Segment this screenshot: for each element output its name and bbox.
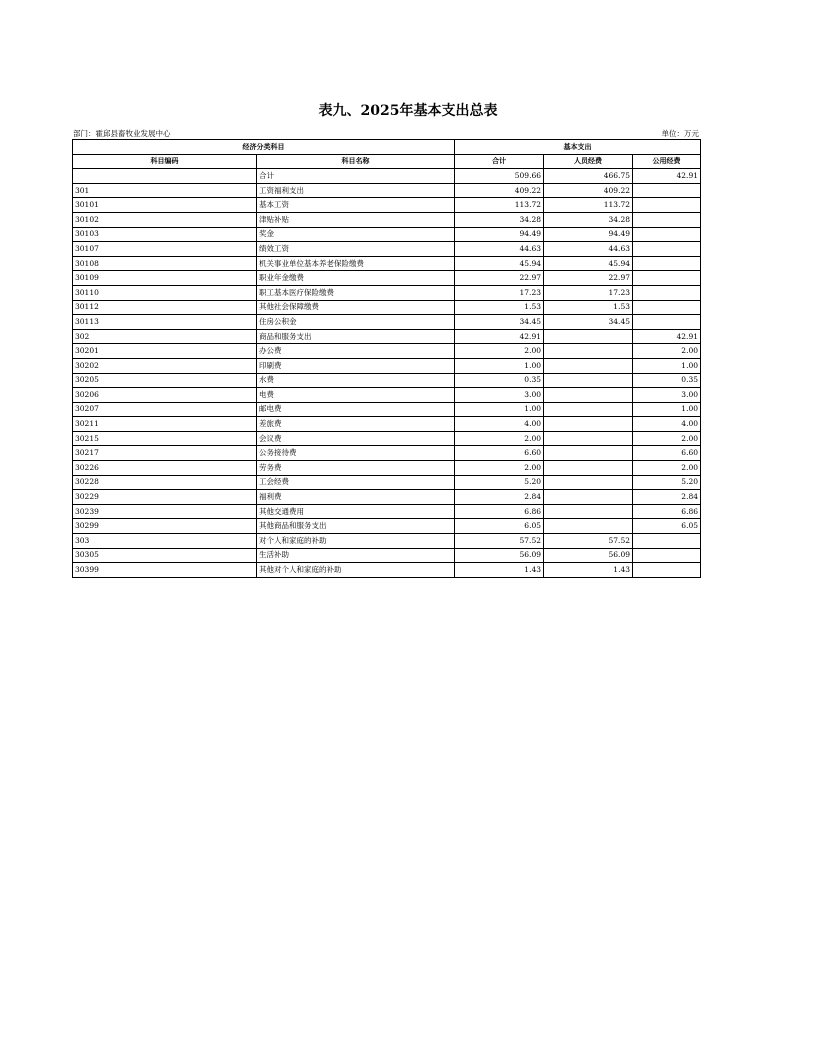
cell-name: 公务接待费 xyxy=(257,446,455,461)
cell-code: 303 xyxy=(73,534,257,549)
table-row xyxy=(73,285,701,300)
cell-public xyxy=(633,271,701,286)
cell-name: 会议费 xyxy=(257,431,455,446)
cell-personnel xyxy=(544,490,633,505)
cell-code: 30215 xyxy=(73,431,257,446)
cell-code: 30239 xyxy=(73,504,257,519)
cell-personnel xyxy=(544,461,633,476)
cell-public: 0.35 xyxy=(633,373,701,388)
cell-total: 44.63 xyxy=(455,242,544,257)
cell-total: 1.00 xyxy=(455,402,544,417)
table-row xyxy=(73,212,701,227)
cell-code: 30228 xyxy=(73,475,257,490)
cell-public: 4.00 xyxy=(633,417,701,432)
cell-personnel xyxy=(544,519,633,534)
cell-total: 2.00 xyxy=(455,431,544,446)
cell-public xyxy=(633,548,701,563)
cell-personnel xyxy=(544,417,633,432)
table-row xyxy=(73,490,701,505)
cell-code: 30202 xyxy=(73,358,257,373)
cell-name: 印刷费 xyxy=(257,358,455,373)
cell-personnel: 45.94 xyxy=(544,256,633,271)
table-row xyxy=(73,271,701,286)
cell-name: 奖金 xyxy=(257,227,455,242)
cell-personnel: 409.22 xyxy=(544,183,633,198)
cell-code: 30103 xyxy=(73,227,257,242)
header-code: 科目编码 xyxy=(73,154,257,169)
cell-code: 30211 xyxy=(73,417,257,432)
cell-public: 6.05 xyxy=(633,519,701,534)
cell-public xyxy=(633,534,701,549)
cell-personnel: 57.52 xyxy=(544,534,633,549)
header-total: 合计 xyxy=(455,154,544,169)
cell-code: 30206 xyxy=(73,388,257,403)
table-row xyxy=(73,344,701,359)
cell-code: 30305 xyxy=(73,548,257,563)
header-row-top xyxy=(73,140,701,155)
cell-total: 0.35 xyxy=(455,373,544,388)
cell-name: 职业年金缴费 xyxy=(257,271,455,286)
cell-code: 30399 xyxy=(73,563,257,578)
cell-personnel: 22.97 xyxy=(544,271,633,286)
cell-public xyxy=(633,300,701,315)
cell-total: 94.49 xyxy=(455,227,544,242)
cell-total: 1.00 xyxy=(455,358,544,373)
cell-name: 福利费 xyxy=(257,490,455,505)
table-row xyxy=(73,417,701,432)
cell-total: 6.05 xyxy=(455,519,544,534)
cell-name: 机关事业单位基本养老保险缴费 xyxy=(257,256,455,271)
cell-total: 6.86 xyxy=(455,504,544,519)
cell-total: 1.53 xyxy=(455,300,544,315)
table-row xyxy=(73,548,701,563)
cell-total: 3.00 xyxy=(455,388,544,403)
cell-name: 津贴补贴 xyxy=(257,212,455,227)
cell-name: 办公费 xyxy=(257,344,455,359)
cell-code: 30229 xyxy=(73,490,257,505)
table-row xyxy=(73,300,701,315)
header-row-sub xyxy=(73,154,701,169)
cell-total: 113.72 xyxy=(455,198,544,213)
basic-expenditure-table xyxy=(72,139,701,578)
cell-name: 绩效工资 xyxy=(257,242,455,257)
cell-public xyxy=(633,256,701,271)
cell-total: 5.20 xyxy=(455,475,544,490)
cell-total: 34.28 xyxy=(455,212,544,227)
cell-public: 2.00 xyxy=(633,344,701,359)
cell-name: 其他对个人和家庭的补助 xyxy=(257,563,455,578)
cell-personnel: 34.28 xyxy=(544,212,633,227)
cell-total: 509.66 xyxy=(455,169,544,184)
cell-code: 30109 xyxy=(73,271,257,286)
cell-name: 对个人和家庭的补助 xyxy=(257,534,455,549)
cell-personnel: 113.72 xyxy=(544,198,633,213)
cell-code: 30201 xyxy=(73,344,257,359)
cell-code: 30110 xyxy=(73,285,257,300)
cell-personnel: 44.63 xyxy=(544,242,633,257)
cell-total: 2.84 xyxy=(455,490,544,505)
header-public: 公用经费 xyxy=(633,154,701,169)
cell-total: 2.00 xyxy=(455,344,544,359)
cell-name: 其他社会保障缴费 xyxy=(257,300,455,315)
cell-total: 57.52 xyxy=(455,534,544,549)
table-row xyxy=(73,358,701,373)
cell-total: 2.00 xyxy=(455,461,544,476)
table-row xyxy=(73,373,701,388)
cell-public xyxy=(633,563,701,578)
table-row xyxy=(73,329,701,344)
table-row xyxy=(73,242,701,257)
cell-total: 22.97 xyxy=(455,271,544,286)
cell-code: 30207 xyxy=(73,402,257,417)
cell-personnel: 34.45 xyxy=(544,315,633,330)
header-name: 科目名称 xyxy=(257,154,455,169)
cell-code: 30226 xyxy=(73,461,257,476)
table-row xyxy=(73,446,701,461)
cell-total: 1.43 xyxy=(455,563,544,578)
cell-code: 301 xyxy=(73,183,257,198)
cell-personnel xyxy=(544,475,633,490)
cell-code: 30112 xyxy=(73,300,257,315)
cell-public: 1.00 xyxy=(633,358,701,373)
cell-public: 3.00 xyxy=(633,388,701,403)
cell-personnel: 1.43 xyxy=(544,563,633,578)
cell-total: 42.91 xyxy=(455,329,544,344)
cell-public: 6.86 xyxy=(633,504,701,519)
cell-total: 45.94 xyxy=(455,256,544,271)
cell-total: 4.00 xyxy=(455,417,544,432)
cell-public xyxy=(633,315,701,330)
cell-personnel: 94.49 xyxy=(544,227,633,242)
cell-name: 住房公积金 xyxy=(257,315,455,330)
cell-name: 合计 xyxy=(257,169,455,184)
report-title: 表九、2025年基本支出总表 xyxy=(318,103,498,119)
cell-total: 6.60 xyxy=(455,446,544,461)
cell-code: 30205 xyxy=(73,373,257,388)
table-row xyxy=(73,388,701,403)
cell-personnel xyxy=(544,329,633,344)
unit-label: 单位：万元 xyxy=(661,129,699,138)
cell-name: 商品和服务支出 xyxy=(257,329,455,344)
cell-code: 302 xyxy=(73,329,257,344)
cell-public xyxy=(633,212,701,227)
table-row xyxy=(73,461,701,476)
table-row xyxy=(73,519,701,534)
table-row xyxy=(73,402,701,417)
cell-name: 工资福利支出 xyxy=(257,183,455,198)
table-row xyxy=(73,198,701,213)
cell-public xyxy=(633,198,701,213)
table-row xyxy=(73,563,701,578)
cell-public xyxy=(633,183,701,198)
cell-public: 42.91 xyxy=(633,329,701,344)
cell-public xyxy=(633,227,701,242)
cell-code xyxy=(73,169,257,184)
cell-total: 34.45 xyxy=(455,315,544,330)
cell-code: 30102 xyxy=(73,212,257,227)
cell-name: 水费 xyxy=(257,373,455,388)
cell-total: 17.23 xyxy=(455,285,544,300)
cell-personnel xyxy=(544,446,633,461)
cell-public: 5.20 xyxy=(633,475,701,490)
cell-public: 2.84 xyxy=(633,490,701,505)
table-row xyxy=(73,256,701,271)
table-row xyxy=(73,169,701,184)
header-basic-exp: 基本支出 xyxy=(455,140,701,155)
cell-total: 56.09 xyxy=(455,548,544,563)
cell-personnel: 17.23 xyxy=(544,285,633,300)
cell-public: 1.00 xyxy=(633,402,701,417)
cell-name: 基本工资 xyxy=(257,198,455,213)
table-row xyxy=(73,227,701,242)
cell-code: 30217 xyxy=(73,446,257,461)
table-row xyxy=(73,431,701,446)
cell-personnel: 1.53 xyxy=(544,300,633,315)
cell-name: 邮电费 xyxy=(257,402,455,417)
table-row xyxy=(73,504,701,519)
cell-public xyxy=(633,242,701,257)
cell-name: 工会经费 xyxy=(257,475,455,490)
cell-code: 30108 xyxy=(73,256,257,271)
cell-personnel: 56.09 xyxy=(544,548,633,563)
cell-name: 劳务费 xyxy=(257,461,455,476)
cell-name: 电费 xyxy=(257,388,455,403)
cell-name: 其他交通费用 xyxy=(257,504,455,519)
cell-public xyxy=(633,285,701,300)
cell-personnel xyxy=(544,388,633,403)
cell-code: 30107 xyxy=(73,242,257,257)
table-row xyxy=(73,475,701,490)
cell-name: 职工基本医疗保险缴费 xyxy=(257,285,455,300)
cell-public: 2.00 xyxy=(633,461,701,476)
cell-personnel xyxy=(544,373,633,388)
cell-personnel: 466.75 xyxy=(544,169,633,184)
table-row xyxy=(73,183,701,198)
cell-public: 2.00 xyxy=(633,431,701,446)
cell-public: 6.60 xyxy=(633,446,701,461)
cell-personnel xyxy=(544,358,633,373)
cell-name: 生活补助 xyxy=(257,548,455,563)
table-row xyxy=(73,315,701,330)
cell-personnel xyxy=(544,504,633,519)
cell-name: 差旅费 xyxy=(257,417,455,432)
cell-personnel xyxy=(544,431,633,446)
cell-code: 30299 xyxy=(73,519,257,534)
table-body xyxy=(73,169,701,578)
table-row xyxy=(73,534,701,549)
cell-code: 30101 xyxy=(73,198,257,213)
cell-public: 42.91 xyxy=(633,169,701,184)
header-econ-class: 经济分类科目 xyxy=(73,140,455,155)
cell-total: 409.22 xyxy=(455,183,544,198)
cell-personnel xyxy=(544,402,633,417)
cell-code: 30113 xyxy=(73,315,257,330)
cell-personnel xyxy=(544,344,633,359)
department-label: 部门：霍邱县畜牧业发展中心 xyxy=(73,129,171,138)
header-personnel: 人员经费 xyxy=(544,154,633,169)
cell-name: 其他商品和服务支出 xyxy=(257,519,455,534)
